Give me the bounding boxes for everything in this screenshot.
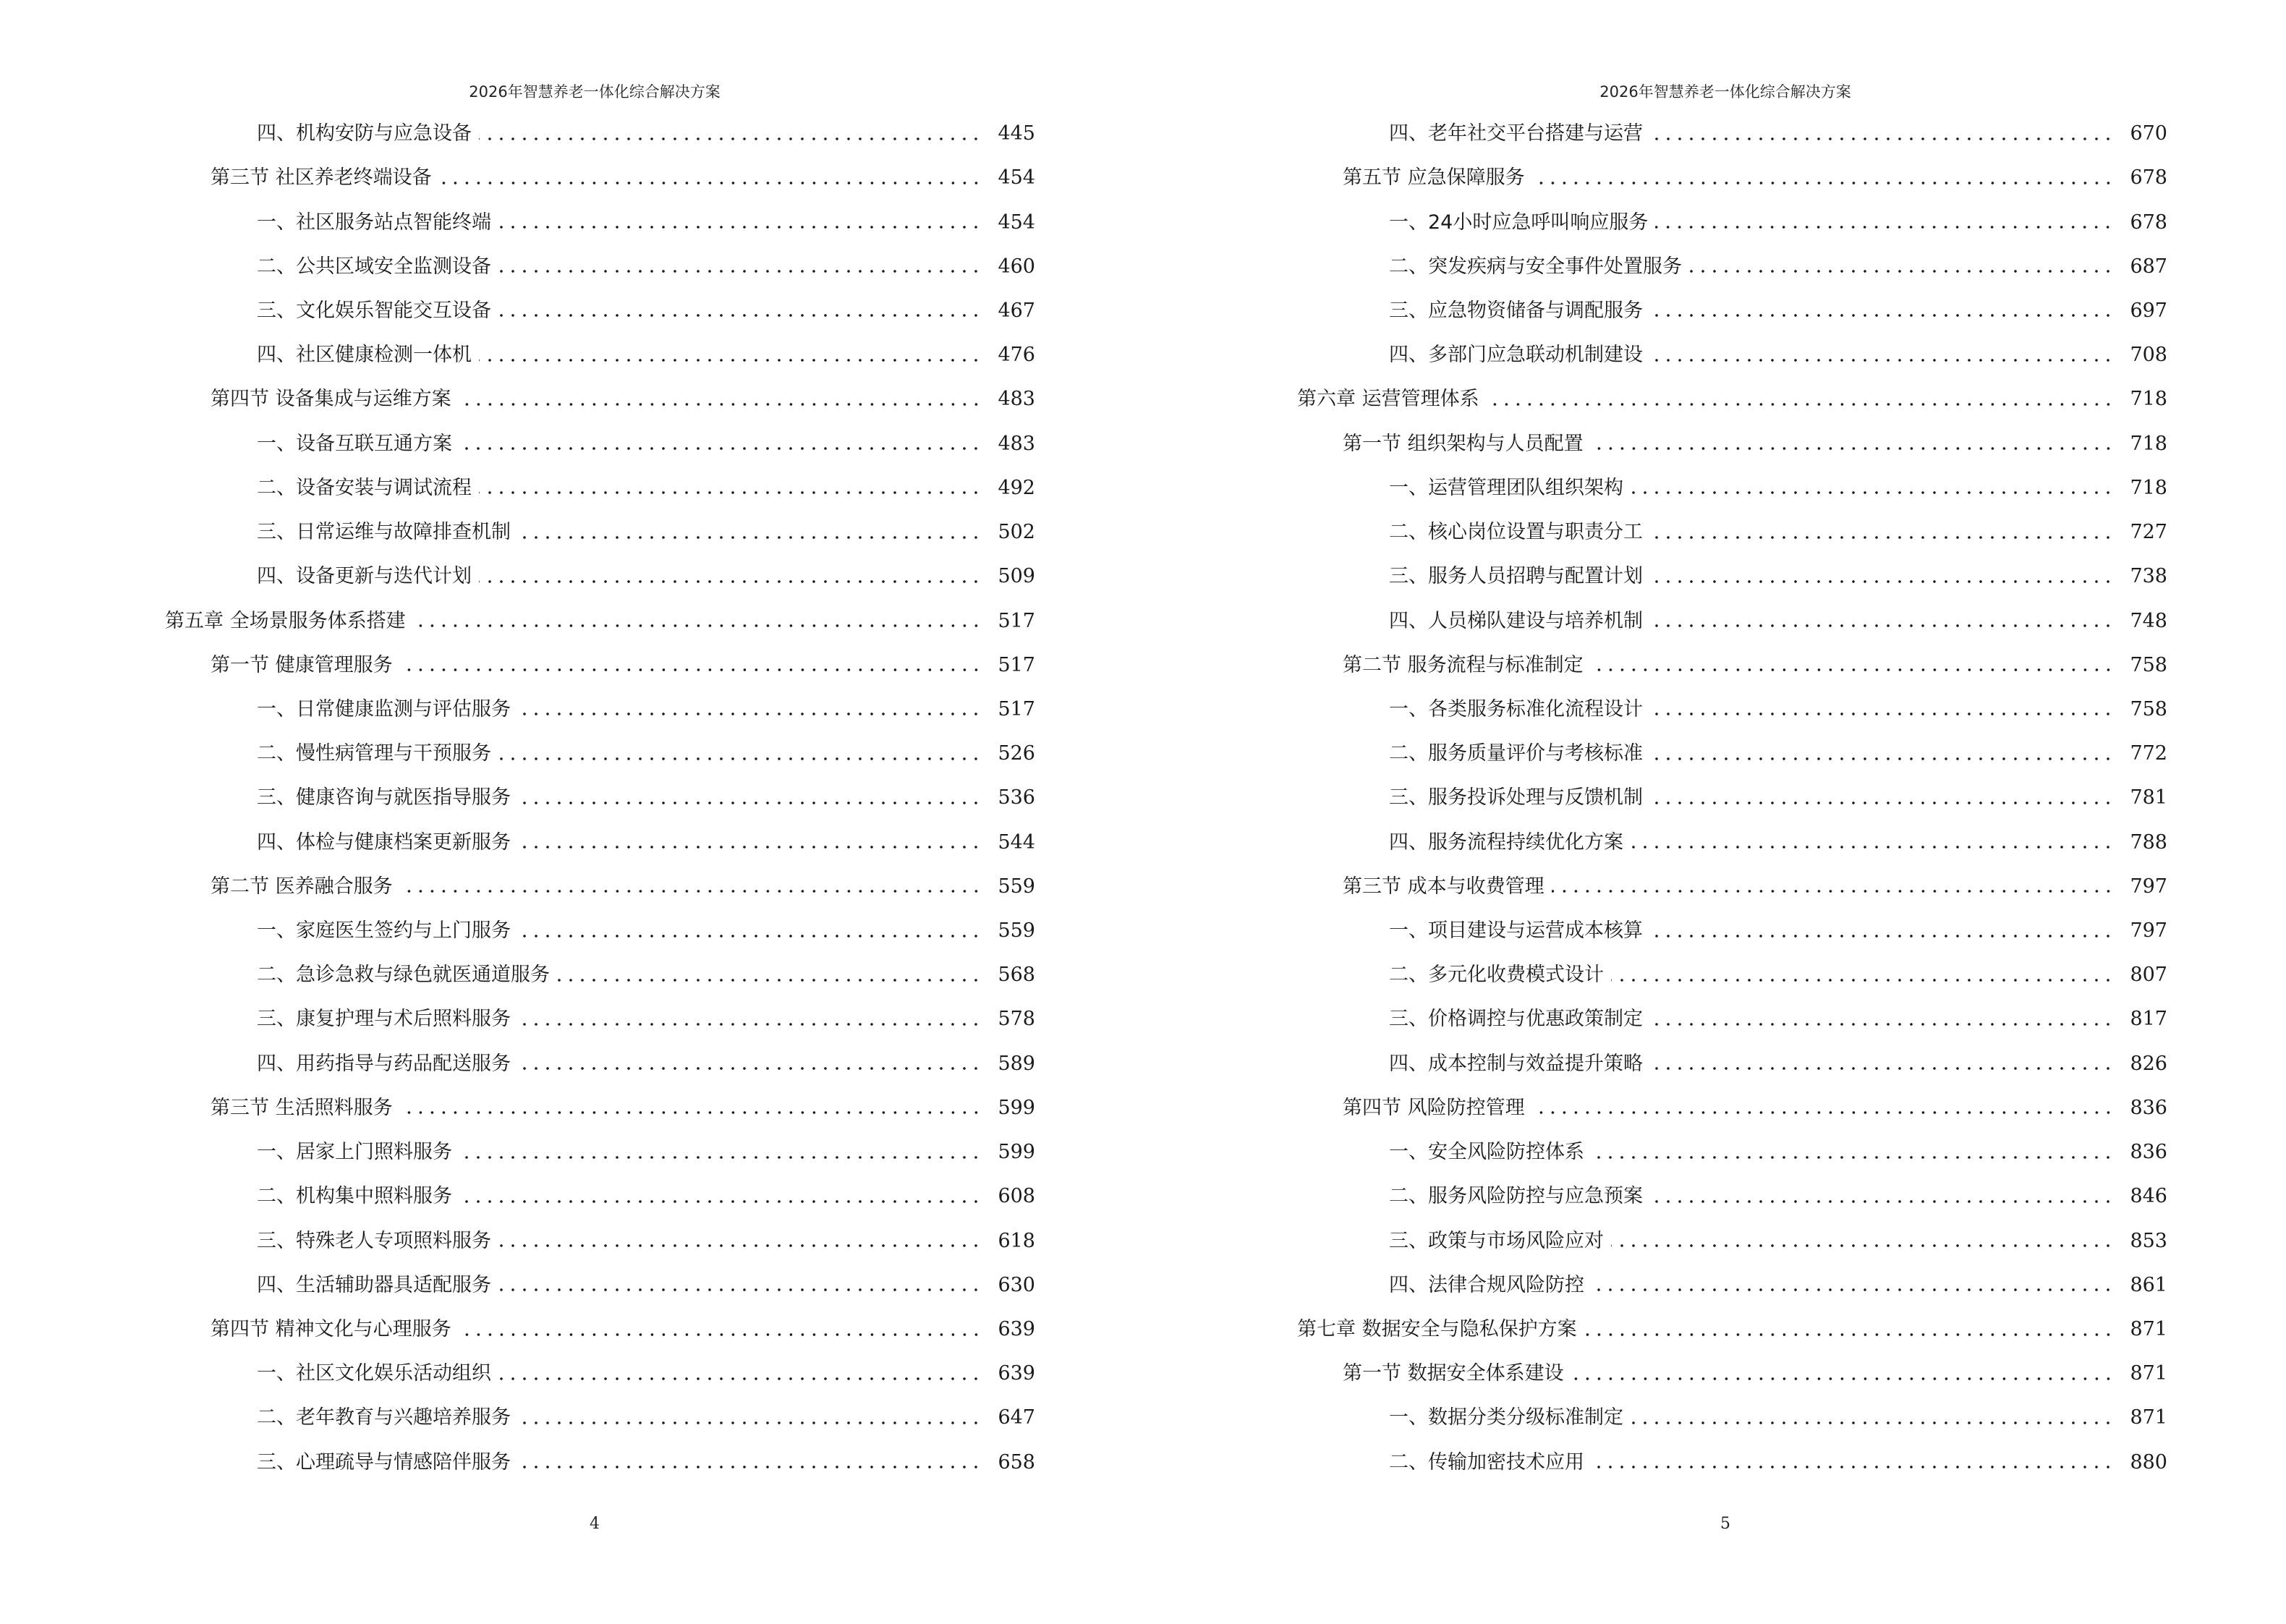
toc-entry-title: 一、各类服务标准化流程设计 [1389,697,1643,720]
dot-leader [1631,1421,2114,1424]
toc-entry-section[interactable] [1297,1086,2167,1130]
dot-leader [518,1023,982,1026]
toc-entry-page-number: 871 [2130,1318,2167,1341]
toc-entry-page-number: 454 [998,166,1035,190]
toc-entry-title: 三、健康咨询与就医指导服务 [257,786,511,809]
table-of-contents [1297,111,2167,1484]
toc-entry-item[interactable] [165,333,1035,377]
toc-entry-title: 四、老年社交平台搭建与运营 [1389,122,1643,145]
toc-entry-page-number: 871 [2130,1362,2167,1385]
toc-entry-title: 四、多部门应急联动机制建设 [1389,344,1643,367]
toc-entry-item[interactable] [1297,466,2167,510]
toc-entry-title: 四、机构安防与应急设备 [257,122,472,145]
toc-entry-page-number: 748 [2130,609,2167,632]
toc-entry-title: 三、日常运维与故障排查机制 [257,521,511,544]
toc-entry-title: 第四节 精神文化与心理服务 [211,1318,451,1341]
toc-entry-page-number: 492 [998,476,1035,499]
dot-leader [413,624,982,627]
toc-entry-title: 一、设备互联互通方案 [257,432,452,455]
toc-entry-page-number: 658 [998,1450,1035,1474]
toc-entry-title: 三、心理疏导与情感陪伴服务 [257,1450,511,1474]
toc-entry-section[interactable] [165,643,1035,687]
dot-leader [518,713,982,715]
toc-entry-item[interactable] [1297,820,2167,864]
dot-leader [1650,1200,2114,1203]
toc-entry-item[interactable] [165,909,1035,953]
toc-entry-item[interactable] [165,1395,1035,1440]
toc-entry-page-number: 861 [2130,1273,2167,1296]
dot-leader [1655,226,2114,229]
toc-entry-title: 第一节 数据安全体系建设 [1343,1362,1564,1385]
dot-leader [518,846,982,849]
toc-entry-chapter[interactable] [165,598,1035,642]
dot-leader [459,1156,982,1159]
toc-entry-section[interactable] [1297,422,2167,466]
toc-entry-title: 二、突发疾病与安全事件处置服务 [1389,255,1682,278]
toc-entry-item[interactable] [1297,687,2167,731]
dot-leader [498,226,982,229]
dot-leader [518,1067,982,1070]
toc-entry-title: 二、传输加密技术应用 [1389,1450,1584,1474]
toc-entry-title: 三、应急物资储备与调配服务 [1389,299,1643,322]
toc-entry-section[interactable] [1297,156,2167,200]
toc-entry-title: 一、项目建设与运营成本核算 [1389,919,1643,943]
toc-entry-item[interactable] [165,1351,1035,1395]
toc-entry-page-number: 846 [2130,1185,2167,1208]
toc-entry-page-number: 826 [2130,1052,2167,1075]
toc-entry-title: 三、服务投诉处理与反馈机制 [1389,786,1643,809]
toc-entry-item[interactable] [165,245,1035,289]
toc-entry-page-number: 608 [998,1185,1035,1208]
dot-leader [1532,182,2114,184]
toc-entry-item[interactable] [1297,1130,2167,1174]
dot-leader [479,580,982,583]
toc-entry-title: 二、慢性病管理与干预服务 [257,742,491,765]
toc-entry-item[interactable] [165,731,1035,775]
toc-entry-title: 一、家庭医生签约与上门服务 [257,919,511,943]
toc-entry-item[interactable] [1297,554,2167,598]
toc-entry-page-number: 559 [998,919,1035,943]
toc-entry-page-number: 718 [2130,476,2167,499]
toc-entry-page-number: 781 [2130,786,2167,809]
dot-leader [518,1421,982,1424]
toc-entry-page-number: 880 [2130,1450,2167,1474]
dot-leader [1650,802,2114,804]
toc-entry-page-number: 871 [2130,1406,2167,1429]
dot-leader [1689,270,2114,273]
toc-entry-page-number: 718 [2130,432,2167,455]
toc-entry-page-number: 758 [2130,653,2167,676]
toc-entry-item[interactable] [1297,510,2167,554]
toc-entry-page-number: 483 [998,388,1035,411]
dot-leader [498,1244,982,1247]
dot-leader [1650,137,2114,140]
page-number: 5 [1720,1515,1730,1533]
toc-entry-title: 一、数据分类分级标准制定 [1389,1406,1623,1429]
toc-entry-page-number: 483 [998,432,1035,455]
toc-entry-page-number: 476 [998,344,1035,367]
toc-entry-title: 第七章 数据安全与隐私保护方案 [1297,1318,1577,1341]
toc-entry-title: 一、运营管理团队组织架构 [1389,476,1623,499]
dot-leader [518,536,982,539]
toc-entry-title: 四、社区健康检测一体机 [257,344,472,367]
toc-entry-item[interactable] [165,1130,1035,1174]
toc-entry-item[interactable] [1297,111,2167,156]
toc-entry-title: 四、用药指导与药品配送服务 [257,1052,511,1075]
toc-entry-title: 第一节 组织架构与人员配置 [1343,432,1584,455]
dot-leader [1592,1156,2114,1159]
dot-leader [1650,1023,2114,1026]
dot-leader [1650,713,2114,715]
dot-leader [1631,846,2114,849]
dot-leader [1592,1466,2114,1468]
toc-entry-page-number: 467 [998,299,1035,322]
toc-entry-page-number: 559 [998,875,1035,898]
toc-entry-item[interactable] [165,466,1035,510]
toc-entry-page-number: 687 [2130,255,2167,278]
toc-entry-section[interactable] [165,1307,1035,1351]
toc-entry-title: 四、设备更新与迭代计划 [257,565,472,588]
toc-entry-title: 二、服务质量评价与考核标准 [1389,742,1643,765]
toc-entry-page-number: 578 [998,1008,1035,1031]
toc-entry-title: 二、多元化收费模式设计 [1389,964,1604,987]
toc-entry-item[interactable] [1297,333,2167,377]
dot-leader [1532,1111,2114,1114]
toc-entry-page-number: 599 [998,1141,1035,1164]
toc-entry-section[interactable] [1297,1351,2167,1395]
toc-entry-page-number: 639 [998,1362,1035,1385]
dot-leader [518,935,982,938]
toc-entry-page-number: 708 [2130,344,2167,367]
toc-entry-title: 三、服务人员招聘与配置计划 [1389,565,1643,588]
dot-leader [498,1288,982,1291]
toc-entry-title: 二、公共区域安全监测设备 [257,255,491,278]
toc-entry-chapter[interactable] [1297,1307,2167,1351]
dot-leader [557,979,982,982]
toc-entry-title: 四、成本控制与效益提升策略 [1389,1052,1643,1075]
toc-entry-page-number: 460 [998,255,1035,278]
toc-entry-item[interactable] [165,953,1035,997]
dot-leader [518,802,982,804]
dot-leader [1650,580,2114,583]
toc-entry-page-number: 517 [998,653,1035,676]
toc-entry-item[interactable] [165,111,1035,156]
toc-entry-title: 第一节 健康管理服务 [211,653,393,676]
toc-entry-item[interactable] [165,289,1035,333]
dot-leader [498,1377,982,1380]
toc-entry-page-number: 797 [2130,919,2167,943]
dot-leader [1650,536,2114,539]
toc-entry-title: 三、康复护理与术后照料服务 [257,1008,511,1031]
toc-entry-page-number: 502 [998,521,1035,544]
dot-leader [1487,403,2114,406]
toc-entry-item[interactable] [165,1263,1035,1307]
toc-entry-title: 四、服务流程持续优化方案 [1389,830,1623,854]
toc-entry-title: 一、安全风险防控体系 [1389,1141,1584,1164]
toc-entry-item[interactable] [1297,1174,2167,1218]
toc-entry-item[interactable] [165,554,1035,598]
toc-entry-item[interactable] [1297,200,2167,244]
toc-entry-title: 第三节 成本与收费管理 [1343,875,1544,898]
toc-entry-title: 二、服务风险防控与应急预案 [1389,1185,1643,1208]
toc-entry-title: 二、机构集中照料服务 [257,1185,452,1208]
toc-entry-page-number: 536 [998,786,1035,809]
toc-entry-section[interactable] [165,864,1035,909]
dot-leader [498,314,982,317]
toc-entry-item[interactable] [1297,1042,2167,1086]
toc-entry-page-number: 678 [2130,166,2167,190]
toc-entry-page-number: 727 [2130,521,2167,544]
toc-entry-item[interactable] [165,775,1035,820]
toc-entry-title: 第四节 风险防控管理 [1343,1096,1525,1119]
toc-entry-title: 四、法律合规风险防控 [1389,1273,1584,1296]
dot-leader [498,270,982,273]
table-of-contents [165,111,1035,1484]
toc-entry-title: 一、社区服务站点智能终端 [257,211,491,234]
dot-leader [459,1333,982,1336]
toc-entry-item[interactable] [1297,1440,2167,1484]
toc-entry-title: 第四节 设备集成与运维方案 [211,388,451,411]
toc-entry-page-number: 509 [998,565,1035,588]
toc-entry-item[interactable] [165,997,1035,1041]
dot-leader [459,447,982,450]
dot-leader [459,403,982,406]
toc-entry-item[interactable] [165,422,1035,466]
toc-entry-page-number: 758 [2130,697,2167,720]
dot-leader [479,137,982,140]
dot-leader [1650,624,2114,627]
toc-entry-page-number: 788 [2130,830,2167,854]
toc-entry-item[interactable] [1297,1218,2167,1262]
toc-entry-page-number: 678 [2130,211,2167,234]
toc-entry-title: 第二节 医养融合服务 [211,875,393,898]
toc-entry-item[interactable] [1297,997,2167,1041]
toc-entry-page-number: 639 [998,1318,1035,1341]
toc-entry-title: 二、老年教育与兴趣培养服务 [257,1406,511,1429]
toc-entry-title: 一、24小时应急呼叫响应服务 [1389,211,1649,234]
toc-entry-title: 第五节 应急保障服务 [1343,166,1525,190]
dot-leader [1650,1067,2114,1070]
dot-leader [1650,314,2114,317]
toc-entry-title: 三、特殊老人专项照料服务 [257,1229,491,1252]
toc-entry-title: 第二节 服务流程与标准制定 [1343,653,1584,676]
dot-leader [1571,1377,2114,1380]
page-number: 4 [590,1515,600,1533]
toc-entry-section[interactable] [165,156,1035,200]
toc-entry-page-number: 589 [998,1052,1035,1075]
toc-entry-title: 二、核心岗位设置与职责分工 [1389,521,1643,544]
toc-entry-title: 四、人员梯队建设与培养机制 [1389,609,1643,632]
toc-entry-page-number: 836 [2130,1141,2167,1164]
toc-entry-page-number: 853 [2130,1229,2167,1252]
toc-entry-title: 三、文化娱乐智能交互设备 [257,299,491,322]
toc-entry-page-number: 772 [2130,742,2167,765]
toc-entry-item[interactable] [165,820,1035,864]
toc-entry-page-number: 526 [998,742,1035,765]
toc-entry-page-number: 817 [2130,1008,2167,1031]
toc-entry-page-number: 454 [998,211,1035,234]
toc-entry-title: 四、生活辅助器具适配服务 [257,1273,491,1296]
toc-entry-title: 二、设备安装与调试流程 [257,476,472,499]
toc-entry-item[interactable] [165,510,1035,554]
dot-leader [479,359,982,362]
toc-entry-title: 一、社区文化娱乐活动组织 [257,1362,491,1385]
running-header: 2026年智慧养老一体化综合解决方案 [1599,83,1851,101]
toc-entry-title: 第三节 生活照料服务 [211,1096,393,1119]
toc-entry-title: 一、日常健康监测与评估服务 [257,697,511,720]
toc-entry-page-number: 718 [2130,388,2167,411]
toc-entry-page-number: 618 [998,1229,1035,1252]
toc-entry-item[interactable] [165,1042,1035,1086]
toc-entry-item[interactable] [165,1440,1035,1484]
toc-entry-title: 第五章 全场景服务体系搭建 [165,609,406,632]
dot-leader [1584,1333,2114,1336]
dot-leader [1650,935,2114,938]
toc-entry-page-number: 738 [2130,565,2167,588]
toc-entry-item[interactable] [1297,909,2167,953]
toc-entry-page-number: 807 [2130,964,2167,987]
dot-leader [1591,668,2114,671]
dot-leader [1591,447,2114,450]
toc-entry-title: 三、政策与市场风险应对 [1389,1229,1604,1252]
toc-entry-page-number: 445 [998,122,1035,145]
toc-entry-item[interactable] [1297,289,2167,333]
toc-entry-section[interactable] [165,377,1035,421]
toc-entry-item[interactable] [165,1174,1035,1218]
toc-entry-section[interactable] [1297,643,2167,687]
toc-entry-item[interactable] [165,1218,1035,1262]
dot-leader [400,890,982,893]
dot-leader [479,491,982,494]
toc-entry-item[interactable] [1297,1395,2167,1440]
toc-entry-page-number: 517 [998,697,1035,720]
toc-entry-page-number: 697 [2130,299,2167,322]
dot-leader [459,1200,982,1203]
toc-entry-page-number: 630 [998,1273,1035,1296]
toc-entry-title: 二、急诊急救与绿色就医通道服务 [257,964,550,987]
dot-leader [1611,979,2114,982]
dot-leader [1552,890,2114,893]
toc-entry-item[interactable] [165,687,1035,731]
toc-entry-page-number: 544 [998,830,1035,854]
toc-entry-item[interactable] [1297,775,2167,820]
toc-entry-title: 一、居家上门照料服务 [257,1141,452,1164]
toc-entry-chapter[interactable] [1297,377,2167,421]
toc-entry-item[interactable] [1297,598,2167,642]
toc-entry-page-number: 568 [998,964,1035,987]
toc-entry-page-number: 647 [998,1406,1035,1429]
toc-entry-item[interactable] [1297,953,2167,997]
running-header: 2026年智慧养老一体化综合解决方案 [469,83,721,101]
dot-leader [1650,359,2114,362]
toc-entry-item[interactable] [1297,731,2167,775]
toc-entry-page-number: 599 [998,1096,1035,1119]
dot-leader [439,182,982,184]
dot-leader [1592,1288,2114,1291]
dot-leader [518,1466,982,1468]
toc-entry-page-number: 670 [2130,122,2167,145]
toc-entry-title: 第三节 社区养老终端设备 [211,166,432,190]
dot-leader [1650,757,2114,760]
toc-entry-title: 第六章 运营管理体系 [1297,388,1479,411]
dot-leader [400,668,982,671]
dot-leader [498,757,982,760]
toc-entry-section[interactable] [1297,864,2167,909]
toc-entry-title: 三、价格调控与优惠政策制定 [1389,1008,1643,1031]
toc-entry-section[interactable] [165,1086,1035,1130]
dot-leader [1631,491,2114,494]
toc-page-right [1143,0,2286,1624]
dot-leader [1611,1244,2114,1247]
toc-entry-title: 四、体检与健康档案更新服务 [257,830,511,854]
toc-entry-page-number: 517 [998,609,1035,632]
toc-entry-item[interactable] [1297,245,2167,289]
dot-leader [400,1111,982,1114]
toc-entry-item[interactable] [1297,1263,2167,1307]
toc-entry-item[interactable] [165,200,1035,244]
toc-entry-page-number: 836 [2130,1096,2167,1119]
toc-entry-page-number: 797 [2130,875,2167,898]
